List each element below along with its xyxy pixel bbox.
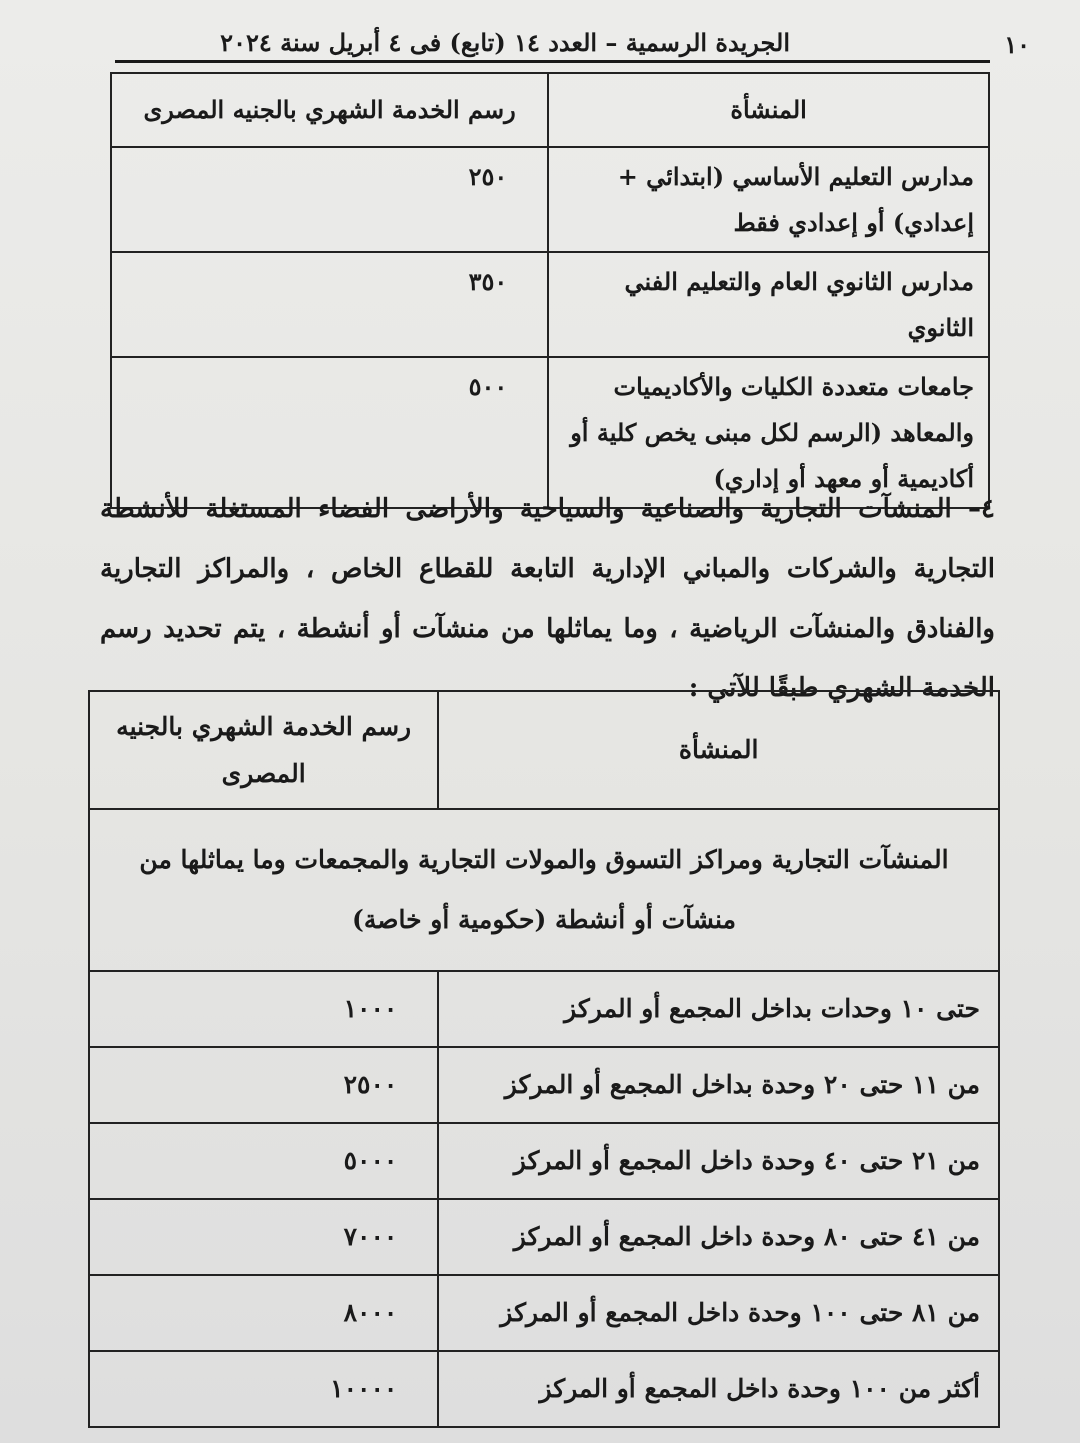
fee-cell: ٢٥٠٠ [89, 1047, 438, 1123]
fee-cell: ٨٠٠٠ [89, 1275, 438, 1351]
table-row [89, 1351, 999, 1427]
facility-cell: من ٢١ حتى ٤٠ وحدة داخل المجمع أو المركز [438, 1123, 999, 1199]
table-row [89, 1123, 999, 1199]
table-row [89, 1275, 999, 1351]
fee-table-schools [110, 72, 990, 509]
fee-cell: ٣٥٠ [111, 252, 548, 357]
gazette-title: الجريدة الرسمية – العدد ١٤ (تابع) فى ٤ أبريل سنة ٢٠٢٤ [220, 28, 790, 57]
header-rule [115, 60, 990, 63]
fee-cell: ١٠٠٠٠ [89, 1351, 438, 1427]
facility-cell: جامعات متعددة الكليات والأكاديميات والمعاهد (الرسم لكل مبنى يخص كلية أو أكاديمية أو معهد أو إداري) [548, 357, 989, 508]
table-header-row [111, 73, 989, 147]
section-title: المنشآت التجارية ومراكز التسوق والمولات التجارية والمجمعات وما يماثلها من منشآت أو أنشطة (حكومية أو خاصة) [89, 809, 999, 971]
facility-cell: مدارس الثانوي العام والتعليم الفني الثانوي [548, 252, 989, 357]
table-row [111, 147, 989, 252]
facility-cell: مدارس التعليم الأساسي (ابتدائي + إعدادي) أو إعدادي فقط [548, 147, 989, 252]
fee-cell: ٢٥٠ [111, 147, 548, 252]
section-title-row [89, 809, 999, 971]
facility-cell: من ٤١ حتى ٨٠ وحدة داخل المجمع أو المركز [438, 1199, 999, 1275]
page-number: ١٠ [1004, 30, 1030, 59]
header-facility: المنشأة [438, 691, 999, 809]
fee-table-commercial [88, 690, 1000, 1428]
page-header [100, 22, 1030, 62]
section-4-paragraph: ٤– المنشآت التجارية والصناعية والسياحية والأراضى الفضاء المستغلة للأنشطة التجارية والشركات والمباني الإدارية التابعة للقطاع الخاص ، والمراكز التجارية والفنادق والمنشآت الرياضية ، وما يماثلها من منشآت أو أنشطة ، يتم تحديد رسم الخدمة الشهري طبقًا للآتي : [100, 494, 995, 704]
header-facility: المنشأة [548, 73, 989, 147]
fee-cell: ٧٠٠٠ [89, 1199, 438, 1275]
fee-cell: ٥٠٠ [111, 357, 548, 508]
table-header-row [89, 691, 999, 809]
header-fee: رسم الخدمة الشهري بالجنيه المصرى [89, 691, 438, 809]
facility-cell: من ١١ حتى ٢٠ وحدة بداخل المجمع أو المركز [438, 1047, 999, 1123]
header-fee: رسم الخدمة الشهري بالجنيه المصرى [111, 73, 548, 147]
facility-cell: حتى ١٠ وحدات بداخل المجمع أو المركز [438, 971, 999, 1047]
fee-cell: ١٠٠٠ [89, 971, 438, 1047]
facility-cell: من ٨١ حتى ١٠٠ وحدة داخل المجمع أو المركز [438, 1275, 999, 1351]
fee-cell: ٥٠٠٠ [89, 1123, 438, 1199]
table-row [89, 1199, 999, 1275]
facility-cell: أكثر من ١٠٠ وحدة داخل المجمع أو المركز [438, 1351, 999, 1427]
table-row [89, 1047, 999, 1123]
table-row [111, 252, 989, 357]
table-row [89, 971, 999, 1047]
